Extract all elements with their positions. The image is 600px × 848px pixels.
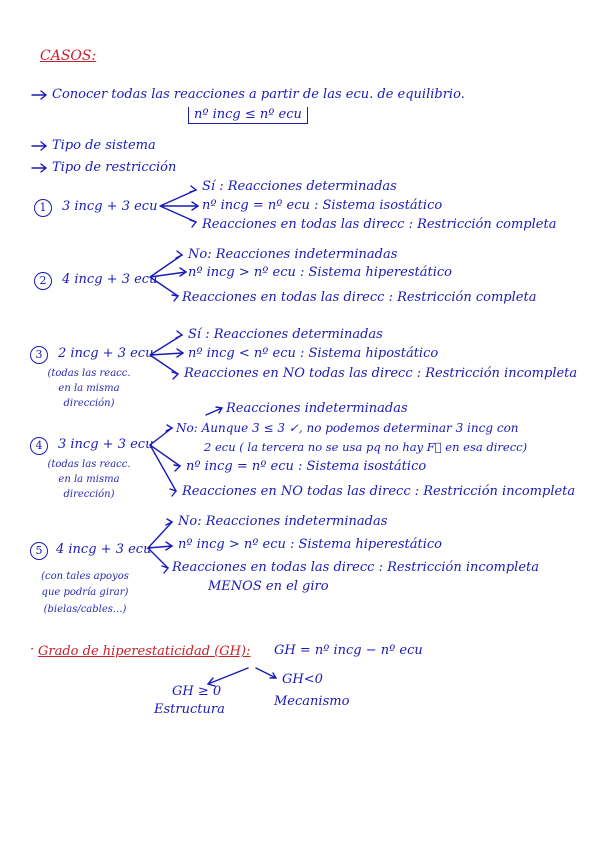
bullet-tipo-restriccion: Tipo de restricción xyxy=(52,160,177,175)
case-4-branch-2: No: Aunque 3 ≤ 3 ✓, no podemos determinar 3 incg con xyxy=(176,421,519,435)
case-number-3: 3 xyxy=(30,346,48,364)
case-3-note-1: (todas las reacc. xyxy=(47,368,131,379)
case-number-1: 1 xyxy=(34,199,52,217)
case-5-branch-3: Reacciones en todas las direcc : Restricción incompleta xyxy=(172,560,539,575)
case-number-5: 5 xyxy=(30,542,48,560)
case-3-branch-2: nº incg < nº ecu : Sistema hipostático xyxy=(188,346,439,361)
case-number-4: 4 xyxy=(30,437,48,455)
gh-left-label: Estructura xyxy=(154,702,225,717)
case-4-note-3: dirección) xyxy=(63,489,115,500)
case-4-branch-1: Reacciones indeterminadas xyxy=(226,401,408,416)
case-5-note-2: que podría girar) xyxy=(41,587,129,598)
case-5-note-3: (bielas/cables...) xyxy=(43,604,127,615)
case-3-branch-3: Reacciones en NO todas las direcc : Restricción incompleta xyxy=(184,366,578,381)
case-2-label: 4 incg + 3 ecu xyxy=(62,272,158,287)
case-5-branch-1: No: Reacciones indeterminadas xyxy=(178,514,388,529)
arrow-icon xyxy=(32,91,46,99)
case-3-note-3: dirección) xyxy=(63,398,115,409)
case-3-label: 2 incg + 3 ecu xyxy=(58,346,154,361)
case-4-note-2: en la misma xyxy=(58,474,120,485)
case-5-branch-4: MENOS en el giro xyxy=(208,579,329,594)
case-5-branch-2: nº incg > nº ecu : Sistema hiperestático xyxy=(178,537,442,552)
case-4-note-1: (todas las reacc. xyxy=(47,459,131,470)
case-5-label: 4 incg + 3 ecu xyxy=(56,542,152,557)
case-5-note-1: (con tales apoyos xyxy=(41,571,129,582)
gh-formula: GH = nº incg − nº ecu xyxy=(274,643,423,658)
case-4-label: 3 incg + 3 ecu xyxy=(58,437,154,452)
case-1-branch-1: Sí : Reacciones determinadas xyxy=(202,179,397,194)
gh-bullet: · xyxy=(30,642,35,657)
gh-right-condition: GH<0 xyxy=(282,672,323,687)
gh-heading: Grado de hiperestaticidad (GH): xyxy=(38,644,251,659)
bullet-tipo-sistema: Tipo de sistema xyxy=(52,138,156,153)
case-1-branch-3: Reacciones en todas las direcc : Restricción completa xyxy=(202,217,557,232)
case-2-branch-2: nº incg > nº ecu : Sistema hiperestático xyxy=(188,265,452,280)
case-4-branch-4: nº incg = nº ecu : Sistema isostático xyxy=(186,459,427,474)
case-3-note-2: en la misma xyxy=(58,383,120,394)
intro-line: Conocer todas las reacciones a partir de las ecu. de equilibrio. xyxy=(52,87,465,102)
arrow-icon xyxy=(32,142,46,150)
case-4-branch-3: 2 ecu ( la tercera no se usa pq no hay F⃗ en esa direcc) xyxy=(204,440,528,454)
page-title: CASOS: xyxy=(40,48,97,64)
case-2-branch-3: Reacciones en todas las direcc : Restricción completa xyxy=(182,290,537,305)
case-1-branch-2: nº incg = nº ecu : Sistema isostático xyxy=(202,198,443,213)
case-1-label: 3 incg + 3 ecu xyxy=(62,199,158,214)
gh-right-label: Mecanismo xyxy=(274,694,350,709)
case-3-branch-1: Sí : Reacciones determinadas xyxy=(188,327,383,342)
case-number-2: 2 xyxy=(34,272,52,290)
case-4-branch-5: Reacciones en NO todas las direcc : Restricción incompleta xyxy=(182,484,576,499)
case-2-branch-1: No: Reacciones indeterminadas xyxy=(188,247,398,262)
intro-boxed-condition: nº incg ≤ nº ecu xyxy=(188,107,308,124)
arrow-icon xyxy=(32,164,46,172)
gh-left-condition: GH ≥ 0 xyxy=(172,684,222,699)
